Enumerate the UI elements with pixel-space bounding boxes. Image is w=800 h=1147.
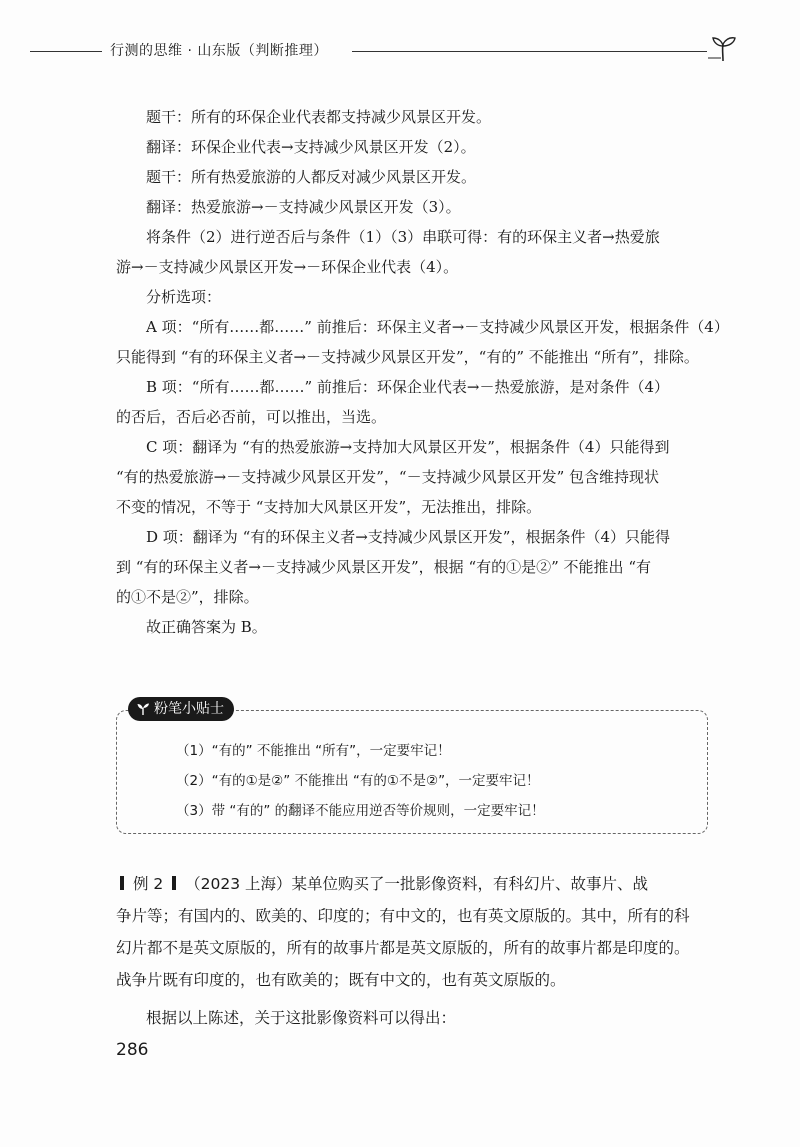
paragraph: 到 “有的环保主义者→－支持减少风景区开发”，根据 “有的①是②” 不能推出 “有 xyxy=(116,558,651,576)
tips-list xyxy=(176,736,545,826)
header-rule-left xyxy=(30,51,102,52)
example-tag: 例 2 xyxy=(132,875,164,893)
paragraph: 分析选项： xyxy=(146,288,222,306)
sprout-icon xyxy=(136,702,150,716)
paragraph: 题干：所有热爱旅游的人都反对减少风景区开发。 xyxy=(146,168,477,186)
tips-label-text: 粉笔小贴士 xyxy=(154,701,224,717)
paragraph: 翻译：环保企业代表→支持减少风景区开发（2）。 xyxy=(146,138,476,156)
tip-item: （3）带 “有的” 的翻译不能应用逆否等价规则，一定要牢记！ xyxy=(176,803,545,819)
paragraph: 的①不是②”，排除。 xyxy=(116,588,259,606)
paragraph: 只能得到 “有的环保主义者→－支持减少风景区开发”，“有的” 不能推出 “所有”，排除。 xyxy=(116,348,699,366)
paragraph: 的否后，否后必否前，可以推出，当选。 xyxy=(116,408,387,426)
header-rule-right xyxy=(352,51,707,52)
running-header xyxy=(30,36,740,66)
example-line: 战争片既有印度的，也有欧美的；既有中文的，也有英文原版的。 xyxy=(116,971,566,989)
example-line: 争片等；有国内的、欧美的、印度的；有中文的，也有英文原版的。其中，所有的科 xyxy=(116,907,690,925)
paragraph: D 项：翻译为 “有的环保主义者→支持减少风景区开发”，根据条件（4）只能得 xyxy=(146,528,671,546)
paragraph: 不变的情况，不等于 “支持加大风景区开发”，无法推出，排除。 xyxy=(116,498,542,516)
paragraph: “有的热爱旅游→－支持减少风景区开发”，“－支持减少风景区开发” 包含维持现状 xyxy=(116,468,660,486)
tips-label xyxy=(128,697,234,721)
paragraph: 游→－支持减少风景区开发→－环保企业代表（4）。 xyxy=(116,258,459,276)
example-marker-left xyxy=(120,876,124,890)
paragraph: 题干：所有的环保企业代表都支持减少风景区开发。 xyxy=(146,108,492,126)
paragraph: A 项：“所有……都……” 前推后：环保主义者→－支持减少风景区开发，根据条件（4） xyxy=(146,318,729,336)
example-line: 幻片都不是英文原版的，所有的故事片都是英文原版的，所有的故事片都是印度的。 xyxy=(116,939,690,957)
answer-line: 故正确答案为 B。 xyxy=(146,618,267,636)
solution-body xyxy=(116,102,729,642)
page-number: 286 xyxy=(116,1040,149,1060)
example-prompt: 根据以上陈述，关于这批影像资料可以得出： xyxy=(146,1009,457,1027)
paragraph: 将条件（2）进行逆否后与条件（1）（3）串联可得：有的环保主义者→热爱旅 xyxy=(146,228,660,246)
example-marker-right xyxy=(172,876,176,890)
example-first-line xyxy=(116,868,736,900)
tip-item: （2）“有的①是②” 不能推出 “有的①不是②”，一定要牢记！ xyxy=(176,773,540,789)
paragraph: 翻译：热爱旅游→－支持减少风景区开发（3）。 xyxy=(146,198,461,216)
example-question xyxy=(116,868,736,1034)
paragraph: B 项：“所有……都……” 前推后：环保企业代表→－热爱旅游，是对条件（4） xyxy=(146,378,670,396)
example-line: （2023 上海）某单位购买了一批影像资料，有科幻片、故事片、战 xyxy=(185,875,648,893)
paragraph: C 项：翻译为 “有的热爱旅游→支持加大风景区开发”，根据条件（4）只能得到 xyxy=(146,438,670,456)
header-title: 行测的思维 · 山东版（判断推理） xyxy=(110,43,328,59)
sprout-icon xyxy=(708,36,738,62)
tip-item: （1）“有的” 不能推出 “所有”，一定要牢记！ xyxy=(176,743,451,759)
